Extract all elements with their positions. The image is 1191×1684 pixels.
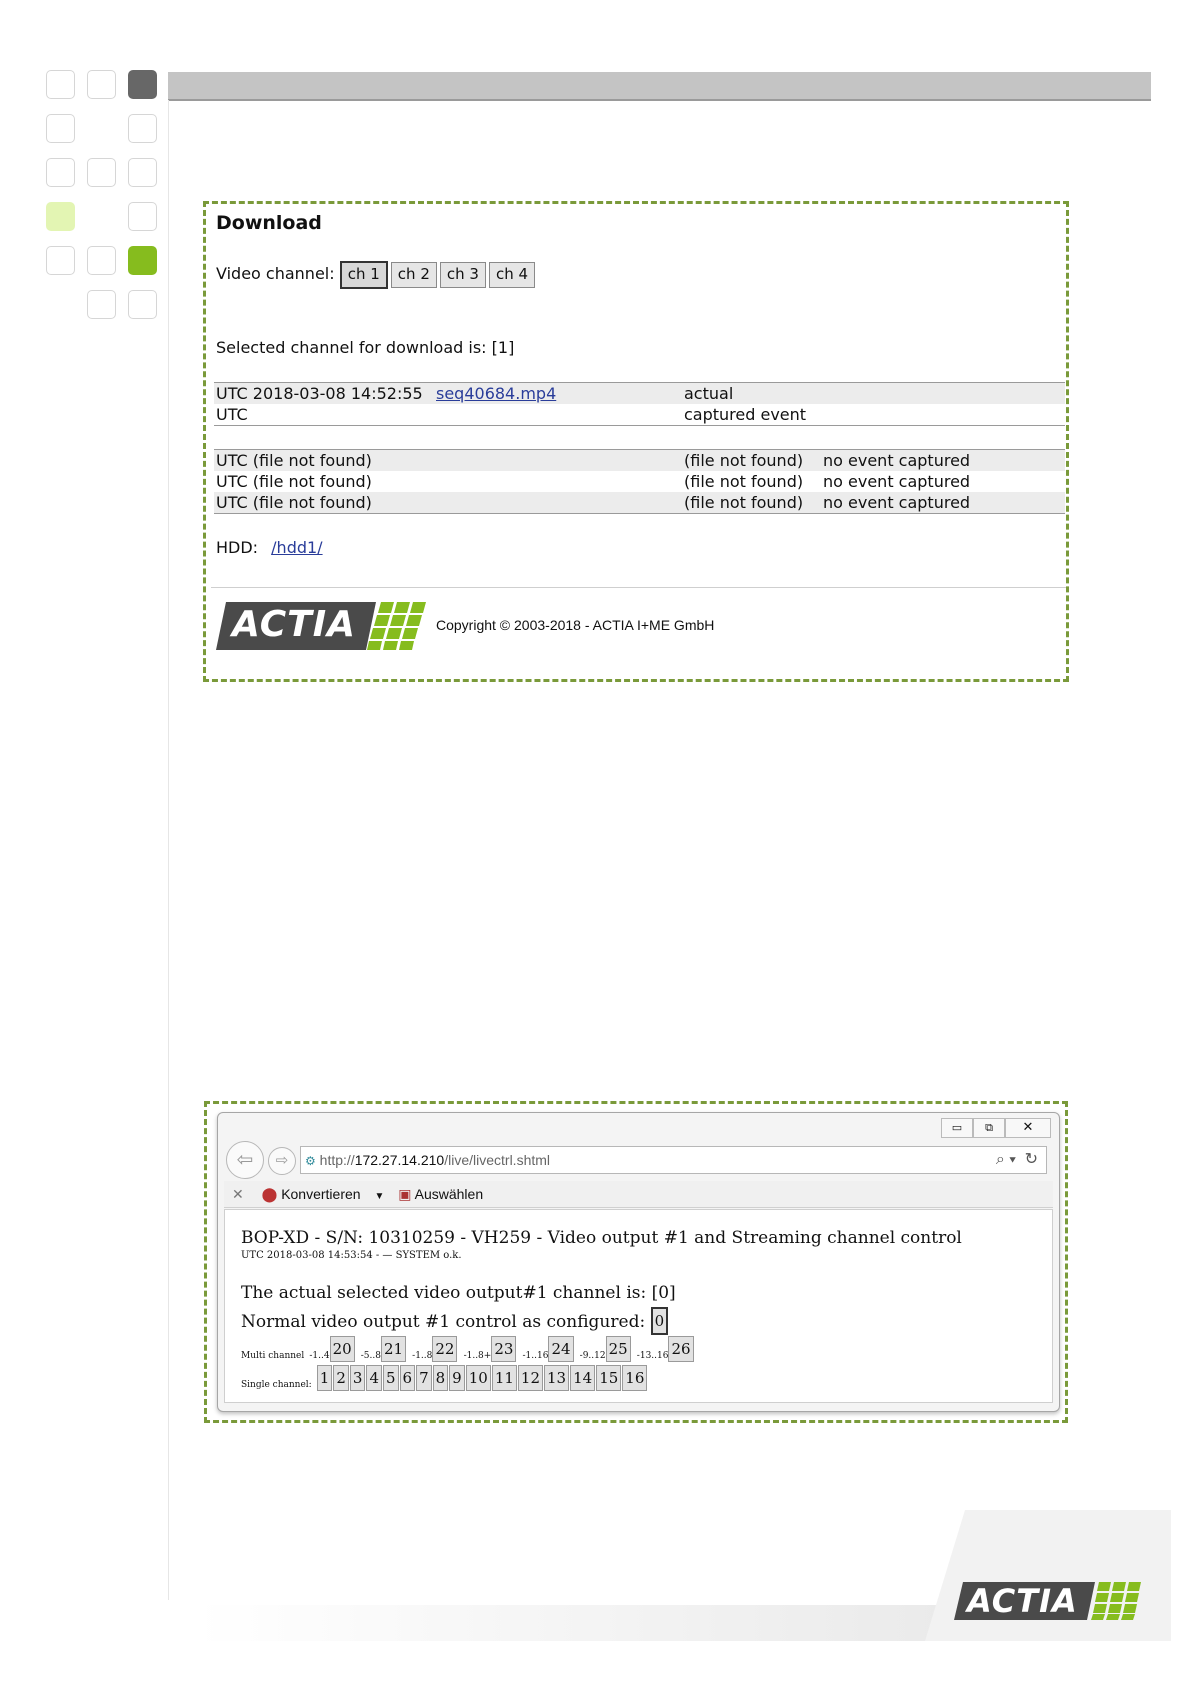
single-channel-button[interactable]: 12	[518, 1365, 543, 1391]
single-channel-button[interactable]: 2	[333, 1365, 349, 1391]
multi-channel-button[interactable]: 24	[548, 1336, 573, 1362]
multi-range: -1..16	[522, 1351, 549, 1361]
footer-logo-graphic	[925, 1510, 1171, 1641]
decor-square	[46, 158, 75, 187]
download-title: Download	[216, 212, 322, 234]
decor-square-dark	[128, 70, 157, 99]
row-event: no event captured	[823, 472, 971, 491]
multi-channel-button[interactable]: 21	[381, 1336, 406, 1362]
single-channel-button[interactable]: 7	[416, 1365, 432, 1391]
single-channel-button[interactable]: 11	[492, 1365, 517, 1391]
site-icon: ⚙	[305, 1154, 316, 1168]
multi-range: -1..8+	[463, 1351, 492, 1361]
row-status: captured event	[684, 405, 807, 424]
copyright-text: Copyright © 2003-2018 - ACTIA I+ME GmbH	[436, 617, 715, 633]
hdd-row	[216, 538, 323, 557]
row-status: actual	[684, 384, 734, 403]
actual-channel-text: The actual selected video output#1 channel is: [0]	[241, 1283, 676, 1303]
decor-square	[46, 114, 75, 143]
single-channel-button[interactable]: 9	[449, 1365, 465, 1391]
event-table	[214, 449, 1065, 514]
multi-channel-button[interactable]: 25	[606, 1336, 631, 1362]
multi-channel-button[interactable]: 23	[491, 1336, 516, 1362]
row-file-link[interactable]: seq40684.mp4	[436, 384, 557, 403]
multi-channel-label: Multi channel	[241, 1351, 305, 1361]
multi-range: -13..16	[636, 1351, 669, 1361]
download-screenshot	[203, 201, 1069, 682]
decor-square	[87, 70, 116, 99]
decor-square	[46, 70, 75, 99]
channel-button-1[interactable]: ch 1	[340, 261, 388, 289]
multi-range: -5..8	[360, 1351, 381, 1361]
channel-button-3[interactable]: ch 3	[440, 262, 486, 288]
row-timestamp: UTC (file not found)	[216, 493, 372, 512]
row-timestamp: UTC (file not found)	[216, 451, 372, 470]
url-prefix: http://	[319, 1152, 355, 1168]
status-line: UTC 2018-03-08 14:53:54 - — SYSTEM o.k.	[241, 1250, 462, 1261]
hdd-label: HDD:	[216, 538, 259, 557]
decor-square	[87, 246, 116, 275]
channel-button-4[interactable]: ch 4	[489, 262, 535, 288]
window-controls	[941, 1116, 1051, 1136]
single-channel-button[interactable]: 5	[383, 1365, 399, 1391]
hdd-link[interactable]: /hdd1/	[271, 538, 323, 557]
decor-square	[87, 158, 116, 187]
decor-square	[128, 290, 157, 319]
decor-square	[128, 158, 157, 187]
footer-logo	[925, 1510, 1171, 1641]
decor-square	[128, 114, 157, 143]
minimize-icon[interactable]: ▭	[941, 1118, 973, 1138]
decor-square-lime	[46, 202, 75, 231]
normal-control-label: Normal video output #1 control as configured:	[241, 1312, 646, 1332]
multi-range: -1..4	[309, 1351, 330, 1361]
decor-square	[128, 202, 157, 231]
footer-logo-text: ACTIA	[967, 1582, 1078, 1620]
channel-button-2[interactable]: ch 2	[391, 262, 437, 288]
maximize-icon[interactable]: ⧉	[973, 1118, 1005, 1138]
back-button[interactable]: ⇦	[226, 1141, 264, 1179]
close-icon[interactable]: ✕	[1005, 1118, 1051, 1138]
single-channel-button[interactable]: 6	[400, 1365, 416, 1391]
row-file: (file not found)	[684, 472, 804, 491]
table-row	[214, 404, 1065, 425]
decor-square	[87, 290, 116, 319]
table-row	[214, 471, 1065, 492]
table-row	[214, 492, 1065, 513]
single-channel-button[interactable]: 1	[317, 1365, 333, 1391]
url-host: 172.27.14.210	[354, 1152, 445, 1168]
refresh-icon[interactable]: ↻	[1024, 1151, 1038, 1168]
single-channel-button[interactable]: 15	[596, 1365, 621, 1391]
select-button[interactable]: Auswählen	[414, 1186, 484, 1202]
row-event: no event captured	[823, 493, 971, 512]
actia-logo	[216, 602, 434, 650]
single-channel-button[interactable]: 13	[544, 1365, 569, 1391]
header-bar	[168, 72, 1151, 101]
address-bar[interactable]	[300, 1146, 1047, 1174]
row-file: (file not found)	[684, 493, 804, 512]
table-row	[214, 450, 1065, 471]
video-channel-label: Video channel:	[216, 264, 335, 283]
url-path: /live/livectrl.shtml	[444, 1152, 551, 1168]
row-event: no event captured	[823, 451, 971, 470]
selected-channel-text: Selected channel for download is: [1]	[216, 338, 515, 357]
single-channel-button[interactable]: 10	[466, 1365, 491, 1391]
normal-control-row	[241, 1307, 669, 1333]
multi-channel-button[interactable]: 22	[432, 1336, 457, 1362]
multi-channel-row	[241, 1336, 695, 1362]
command-bar	[224, 1181, 1053, 1208]
recording-table	[214, 382, 1065, 426]
multi-range: -9..12	[579, 1351, 606, 1361]
browser-screenshot	[204, 1101, 1068, 1423]
multi-channel-button[interactable]: 20	[330, 1336, 355, 1362]
row-file: (file not found)	[684, 451, 804, 470]
multi-range: -1..8	[412, 1351, 433, 1361]
normal-control-button[interactable]: 0	[651, 1307, 669, 1335]
row-timestamp: UTC (file not found)	[216, 472, 372, 491]
page-title: BOP-XD - S/N: 10310259 - VH259 - Video output #1 and Streaming channel control	[241, 1228, 962, 1248]
forward-button[interactable]: ⇨	[268, 1147, 296, 1175]
page-content	[224, 1209, 1053, 1403]
decor-square-green	[128, 246, 157, 275]
page-divider	[168, 100, 169, 1600]
close-toolbar-icon[interactable]: ✕	[232, 1186, 244, 1202]
row-timestamp: UTC	[216, 405, 248, 424]
table-row	[214, 383, 1065, 404]
single-channel-button[interactable]: 4	[366, 1365, 382, 1391]
row-timestamp: UTC 2018-03-08 14:52:55	[216, 384, 423, 403]
convert-icon: ⬤	[261, 1186, 278, 1202]
convert-dropdown-icon[interactable]: ▼	[374, 1191, 385, 1202]
single-channel-button[interactable]: 3	[350, 1365, 366, 1391]
single-channel-button[interactable]: 14	[570, 1365, 595, 1391]
single-channel-button[interactable]: 8	[433, 1365, 449, 1391]
decor-square	[46, 246, 75, 275]
video-channel-row	[216, 261, 538, 287]
multi-channel-button[interactable]: 26	[668, 1336, 693, 1362]
browser-window	[217, 1112, 1060, 1412]
single-channel-row	[241, 1365, 648, 1391]
single-channel-button[interactable]: 16	[622, 1365, 647, 1391]
actia-logo-text: ACTIA	[232, 604, 356, 645]
select-icon: ▣	[398, 1186, 412, 1202]
single-channel-label: Single channel:	[241, 1380, 312, 1390]
divider	[211, 587, 1066, 588]
search-icon[interactable]: ⌕ ▾	[995, 1151, 1016, 1168]
convert-button[interactable]: Konvertieren	[281, 1186, 361, 1202]
